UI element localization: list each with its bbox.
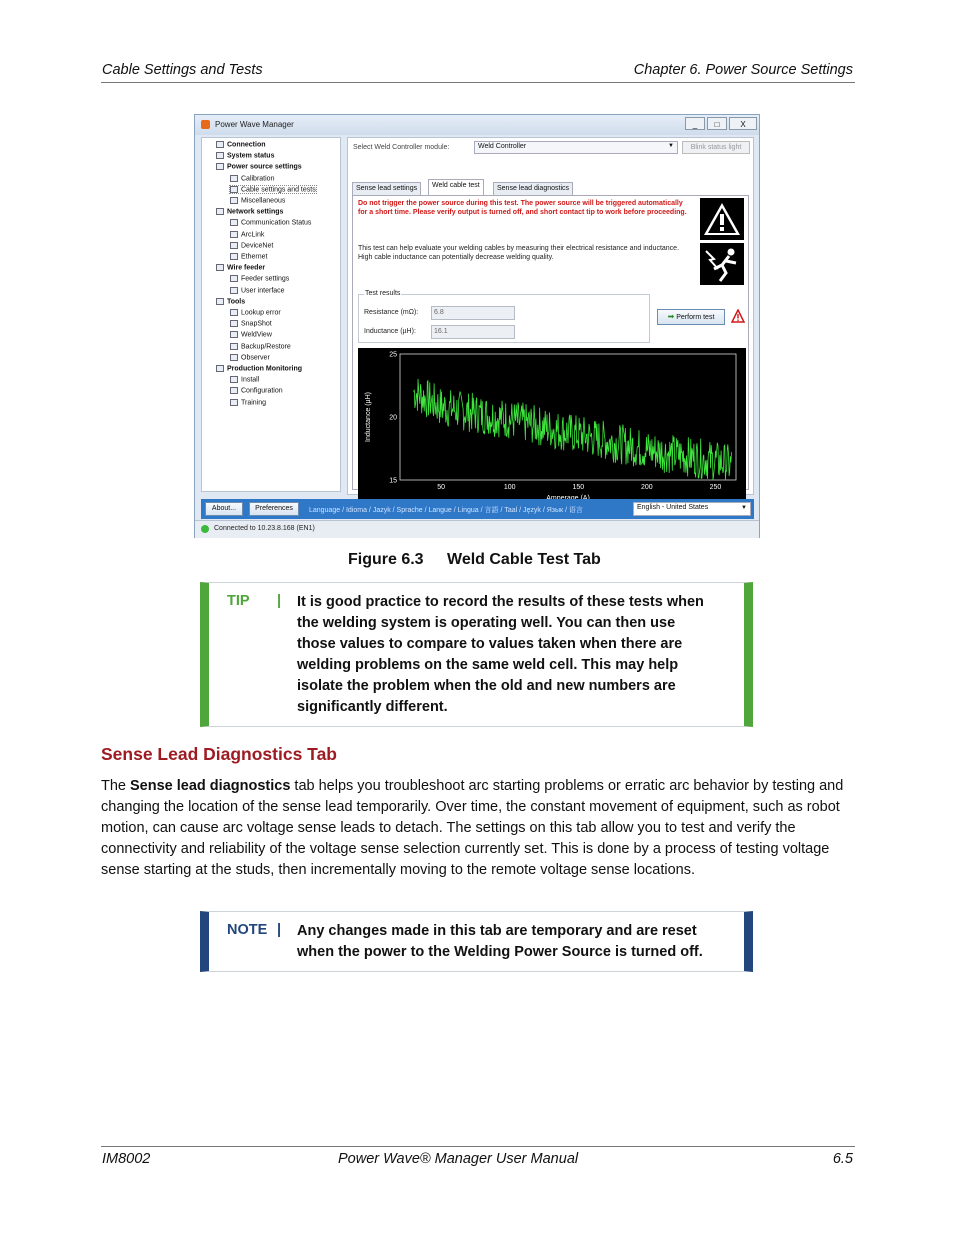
tree-item-label: Production Monitoring: [227, 365, 303, 373]
para-text-start: The: [101, 778, 131, 794]
weld-cable-test-body: [352, 195, 749, 490]
resistance-label: Resistance (mΩ):: [364, 309, 419, 316]
connection-icon: [216, 141, 224, 148]
info-text: This test can help evaluate your welding cables by measuring their electrical resistance and inductance. High cable inductance can potentially decrease welding quality.: [358, 245, 680, 261]
tip-label: TIP: [227, 593, 250, 609]
callout-line: isolate the problem when the old and new numbers are: [297, 678, 676, 694]
ethernet-icon: [230, 253, 238, 260]
perform-test-label: Perform test: [676, 314, 715, 321]
tree-item-label: Install: [241, 376, 260, 384]
resistance-field[interactable]: 6.8: [431, 306, 515, 320]
callout-line: It is good practice to record the results of these tests when: [297, 594, 704, 610]
maximize-button[interactable]: □: [707, 117, 727, 130]
tree-item-production-monitoring[interactable]: [216, 365, 302, 372]
tree-item-devicenet[interactable]: [230, 242, 273, 249]
tree-item-label: Power source settings: [227, 163, 302, 171]
chevron-down-icon: ▼: [741, 505, 747, 511]
arclink-icon: [230, 231, 238, 238]
tree-item-user-interface[interactable]: [230, 287, 285, 294]
language-select-value: English - United States: [637, 504, 709, 511]
y-tick-label: 15: [389, 477, 397, 485]
tree-item-label: Observer: [241, 354, 270, 362]
tab-sense-lead-settings[interactable]: Sense lead settings: [352, 182, 421, 195]
module-select[interactable]: [474, 141, 678, 154]
tree-item-label: System status: [227, 152, 275, 160]
tree-item-label: Calibration: [241, 174, 275, 182]
tree-item-label: Ethernet: [241, 253, 268, 261]
tools-icon: [216, 298, 224, 305]
x-tick-label: 200: [641, 484, 653, 491]
tree-item-label: Miscellaneous: [241, 197, 286, 205]
lookup-icon: [230, 309, 238, 316]
running-header-left: Cable Settings and Tests: [102, 62, 263, 78]
y-axis-label: Inductance (µH): [365, 392, 372, 442]
title-bar: [195, 115, 759, 135]
tree-item-label: DeviceNet: [241, 242, 274, 250]
wire-feeder-icon: [216, 264, 224, 271]
system-status-icon: [216, 152, 224, 159]
preferences-button[interactable]: Preferences: [249, 502, 299, 516]
tree-item-label: Configuration: [241, 387, 283, 395]
content-panel: [347, 137, 754, 495]
app-window-screenshot: [194, 114, 760, 538]
x-tick-label: 100: [503, 484, 516, 491]
y-tick-label: 20: [389, 414, 397, 422]
about-button[interactable]: About...: [205, 502, 243, 516]
callout-line: Any changes made in this tab are temporary and are reset: [297, 923, 697, 939]
chart-background: [358, 348, 746, 506]
callout-line: the welding system is operating well. You can then use: [297, 615, 676, 631]
note-callout: [200, 911, 753, 972]
para-tab-name: Sense lead diagnostics: [130, 778, 291, 794]
test-results-group: [358, 290, 650, 343]
tree-item-tools[interactable]: [216, 298, 245, 305]
tree-item-wire-feeder[interactable]: [216, 264, 265, 271]
backup-icon: [230, 343, 238, 350]
tree-item-label: Lookup error: [241, 309, 281, 317]
connection-status-text: Connected to 10.23.8.168 (EN1): [214, 525, 315, 532]
tree-item-label: WeldView: [241, 331, 272, 339]
footer-page-number: 6.5: [832, 1151, 853, 1167]
calibration-icon: [230, 175, 238, 182]
perform-test-button[interactable]: [657, 309, 725, 325]
tree-item-install[interactable]: [230, 376, 259, 383]
para-text-rest: tab helps you troubleshoot arc starting problems or erratic arc behavior by testing and changing the location of the sense lead temporarily. Over time, the constant movement of equipment, such as robot motion, can cause arc voltage sense leads to detach. The settings on this tab allow you to test and verify the connectivity and reliability of the voltage sense selection currently set. This is done by a process of testing voltage sense starting at the studs, then incrementally moving to the remote voltage sense locations.: [101, 778, 844, 878]
tree-item-arclink[interactable]: [230, 231, 264, 238]
running-header-right: Chapter 6. Power Source Settings: [633, 62, 853, 78]
inductance-field[interactable]: 16.1: [431, 325, 515, 339]
tree-item-communication-status[interactable]: [230, 219, 311, 226]
inductance-vs-amperage-chart: [358, 348, 746, 506]
tree-item-label: Tools: [227, 298, 246, 306]
tree-item-configuration[interactable]: [230, 387, 283, 394]
test-results-label: Test results: [365, 290, 401, 297]
x-tick-label: 150: [572, 484, 585, 491]
user-interface-icon: [230, 287, 238, 294]
app-icon: [201, 120, 210, 129]
x-tick-label: 50: [437, 484, 446, 491]
module-select-value: Weld Controller: [478, 143, 527, 150]
tree-item-label: ArcLink: [241, 230, 265, 238]
cable-icon: [230, 186, 238, 193]
weldview-icon: [230, 331, 238, 338]
devicenet-icon: [230, 242, 238, 249]
tree-item-connection[interactable]: [216, 141, 266, 148]
header-rule: [101, 82, 855, 83]
y-tick-label: 25: [389, 351, 397, 359]
alert-icon: [731, 309, 745, 323]
tree-item-label: Communication Status: [241, 219, 312, 227]
connected-status-icon: [201, 525, 209, 533]
status-bar: [195, 520, 759, 538]
warning-triangle-icon: [700, 198, 744, 240]
tree-item-training[interactable]: [230, 399, 266, 406]
x-tick-label: 250: [709, 484, 722, 491]
blink-status-light-button[interactable]: Blink status light: [682, 141, 750, 154]
tree-item-system-status[interactable]: [216, 152, 274, 159]
callout-line: welding problems on the same weld cell. This may help: [297, 657, 679, 673]
tree-item-observer[interactable]: [230, 354, 270, 361]
comm-status-icon: [230, 219, 238, 226]
network-icon: [216, 208, 224, 215]
tree-item-calibration[interactable]: [230, 175, 274, 182]
observer-icon: [230, 354, 238, 361]
tree-item-ethernet[interactable]: [230, 253, 267, 260]
tree-item-cable-settings-and-tests[interactable]: [230, 186, 316, 193]
footer-rule: [101, 1146, 855, 1147]
arrow-right-icon: ➡: [667, 312, 675, 321]
feeder-settings-icon: [230, 275, 238, 282]
tree-item-label: Training: [241, 398, 267, 406]
tree-item-snapshot[interactable]: [230, 320, 272, 327]
install-icon: [230, 376, 238, 383]
tree-item-network-settings[interactable]: [216, 208, 283, 215]
tree-item-power-source-settings[interactable]: [216, 163, 302, 170]
tree-item-label: Backup/Restore: [241, 342, 291, 350]
close-button[interactable]: X: [729, 117, 757, 130]
section-paragraph: [101, 776, 856, 881]
callout-line: when the power to the Welding Power Source is turned off.: [297, 944, 703, 960]
callout-line: significantly different.: [297, 699, 448, 715]
tree-item-lookup-error[interactable]: [230, 309, 281, 316]
section-heading: Sense Lead Diagnostics Tab: [101, 744, 337, 764]
navigation-tree: [201, 137, 341, 492]
tree-item-feeder-settings[interactable]: [230, 275, 289, 282]
tip-text: [297, 592, 704, 718]
tab-sense-lead-diagnostics[interactable]: Sense lead diagnostics: [493, 182, 573, 195]
tip-callout: [200, 582, 753, 727]
tree-item-miscellaneous[interactable]: [230, 197, 285, 204]
note-text: [297, 921, 703, 963]
footer-doc-id: IM8002: [102, 1151, 151, 1167]
inductance-label: Inductance (µH):: [364, 328, 416, 335]
callout-line: those values to compare to values taken when there are: [297, 636, 683, 652]
note-label: NOTE: [227, 922, 268, 938]
bottom-toolbar: [201, 499, 754, 519]
tree-item-backup-restore[interactable]: [230, 343, 291, 350]
configuration-icon: [230, 387, 238, 394]
electric-shock-icon: [700, 243, 744, 285]
figure-title: Weld Cable Test Tab: [447, 551, 601, 568]
module-label: Select Weld Controller module:: [353, 144, 450, 151]
tree-item-weldview[interactable]: [230, 331, 272, 338]
tree-item-label: Feeder settings: [241, 275, 290, 283]
misc-icon: [230, 197, 238, 204]
snapshot-icon: [230, 320, 238, 327]
tree-item-label: Wire feeder: [227, 264, 266, 272]
warning-text: Do not trigger the power source during this test. The power source will be triggered automatically for a short time. Please verify output is turned off, and short contact tip to work before proceeding.: [358, 200, 687, 216]
tree-item-label: Network settings: [227, 208, 284, 216]
tree-item-label: Cable settings and tests: [241, 186, 316, 194]
window-title: Power Wave Manager: [215, 120, 294, 129]
language-select[interactable]: [633, 502, 751, 516]
note-separator: |: [277, 922, 282, 938]
tree-item-label: Connection: [227, 141, 266, 149]
chevron-down-icon: ▼: [668, 143, 674, 149]
tip-separator: |: [277, 593, 282, 609]
tree-item-label: SnapShot: [241, 320, 272, 328]
footer-title: Power Wave® Manager User Manual: [338, 1151, 579, 1167]
tab-weld-cable-test[interactable]: Weld cable test: [428, 179, 484, 196]
production-icon: [216, 365, 224, 372]
figure-number: Figure 6.3: [348, 551, 424, 568]
training-icon: [230, 399, 238, 406]
minimize-button[interactable]: _: [685, 117, 705, 130]
language-label: Language / Idioma / Jazyk / Sprache / Langue / Lingua / 言語 / Taal / Język / Язык / 语言: [309, 507, 583, 514]
tree-item-label: User interface: [241, 286, 285, 294]
power-source-icon: [216, 163, 224, 170]
